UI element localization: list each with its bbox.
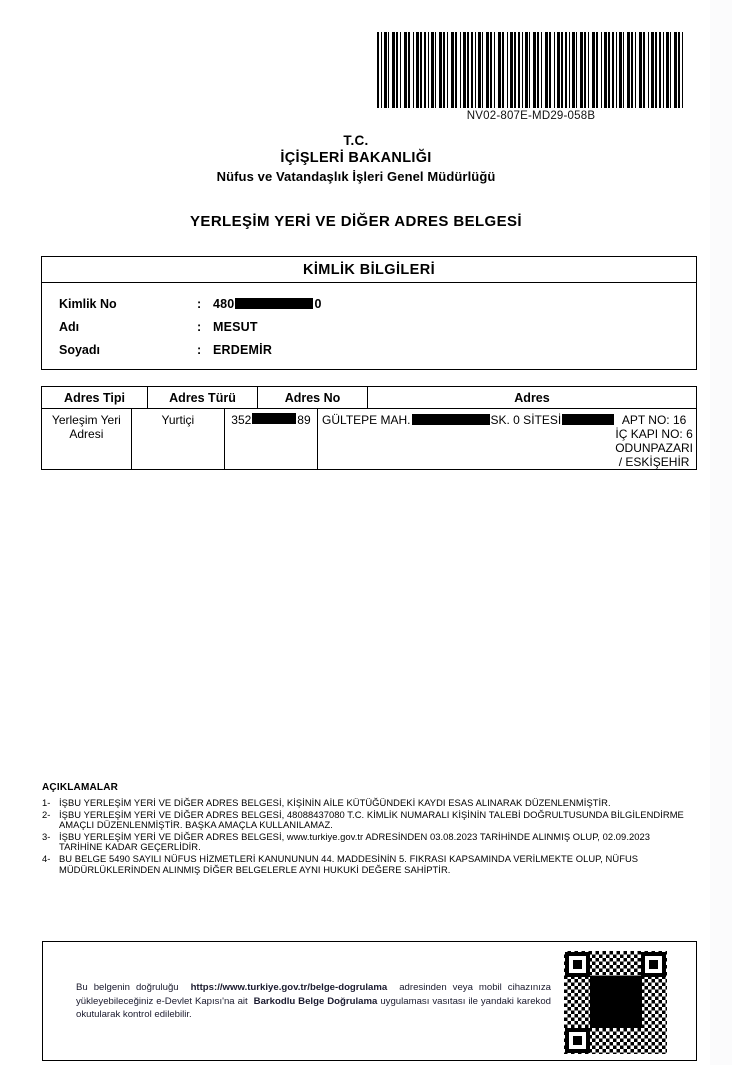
redaction-bar-adres-no: [252, 413, 296, 424]
address-line-1: [322, 413, 615, 427]
address-line-2: APT NO: 16 İÇ KAPI NO: 6 ODUNPAZARI / ESKİŞEHİR: [615, 413, 693, 469]
identity-separator: :: [197, 296, 202, 311]
redaction-bar-kimlik-no: [235, 298, 313, 309]
identity-label: Adı: [59, 319, 80, 334]
identity-value: MESUT: [213, 319, 258, 334]
verification-text: [76, 981, 551, 1022]
cell-adres: [318, 409, 696, 469]
qr-code[interactable]: [564, 951, 667, 1054]
note-text: BU BELGE 5490 SAYILI NÜFUS HİZMETLERİ KANUNUNUN 44. MADDESİNİN 5. FIKRASI KAPSAMINDA VERİLMEKTE OLUP, NÜFUS MÜDÜRLÜKLERİNDEN ALINMIŞ DİĞER BELGELERLE AYNI HUKUKİ DEĞERE SAHİPTİR.: [59, 852, 639, 875]
identity-rows: [42, 283, 696, 369]
redaction-bar-site: [562, 414, 614, 425]
adres-no-suffix: 89: [297, 413, 311, 427]
verification-app-name: Barkodlu Belge Doğrulama: [253, 995, 378, 1007]
cell-adres-tipi: Yerleşim Yeri Adresi: [42, 409, 132, 469]
adres-no-prefix: 352: [231, 413, 252, 427]
verification-text-part3: uygulaması vasıtası ile yandaki karekod okutularak kontrol edilebilir.: [76, 995, 552, 1020]
verification-text-part1: Bu belgenin doğruluğu: [76, 982, 179, 993]
verification-text-part2: adresinden veya mobil cihazınıza yükleyebileceğiniz e-Devlet Kapısı'na ait: [76, 982, 551, 1007]
identity-row-adi: [42, 315, 696, 338]
column-header-adres-tipi: Adres Tipi: [42, 387, 148, 408]
identity-table: [41, 256, 697, 370]
identity-label: Kimlik No: [59, 296, 117, 311]
identity-separator: :: [197, 342, 202, 357]
note-item: [42, 810, 690, 831]
barcode-area: [377, 32, 685, 122]
column-header-adres-no: Adres No: [258, 387, 368, 408]
note-number: 4-: [42, 852, 51, 864]
column-header-adres: Adres: [514, 390, 550, 405]
qr-finder-bottom-left: [565, 1028, 590, 1053]
identity-label: Soyadı: [59, 342, 100, 357]
address-sokak-suffix: SK. 0 SİTESİ: [490, 413, 562, 427]
note-text: İŞBU YERLEŞİM YERİ VE DİĞER ADRES BELGESİ, 48088437080 T.C. KİMLİK NUMARALI KİŞİNİN TALEBİ DOĞRULTUSUNDA BİLGİLENDİRME AMAÇLI DÜZENLENMİŞTİR. BAŞKA AMAÇLA KULLANILAMAZ.: [59, 808, 684, 831]
note-number: 2-: [42, 808, 51, 820]
address-table: [41, 386, 697, 470]
cell-adres-no: [225, 409, 318, 469]
notes-title: AÇIKLAMALAR: [42, 782, 119, 793]
qr-finder-top-right: [641, 952, 666, 977]
kimlik-no-prefix: 480: [213, 296, 235, 311]
page-edge-shadow: [710, 0, 732, 1065]
address-mahalle: GÜLTEPE MAH.: [322, 413, 411, 427]
note-text: İŞBU YERLEŞİM YERİ VE DİĞER ADRES BELGESİ, www.turkiye.gov.tr ADRESİNDEN 03.08.2023 TARİHİNDE ALINMIŞ OLUP, 02.09.2023 TARİHİNE KADAR GEÇERLİDİR.: [59, 830, 651, 853]
kimlik-no-suffix: 0: [314, 296, 322, 311]
header-line-tc: T.C.: [343, 133, 369, 148]
redaction-bar-sokak: [412, 414, 490, 425]
barcode-image: [377, 32, 685, 108]
note-item: [42, 854, 690, 875]
identity-value: [213, 297, 322, 311]
redaction-bar-qr-center: [590, 976, 642, 1028]
qr-finder-top-left: [565, 952, 590, 977]
address-table-header-row: [42, 387, 696, 409]
note-item: [42, 798, 690, 809]
note-item: [42, 832, 690, 853]
ministry-header: [0, 132, 712, 186]
verification-url[interactable]: https://www.turkiye.gov.tr/belge-dogrulama: [190, 982, 388, 993]
identity-separator: :: [197, 319, 202, 334]
barcode-id-text: NV02-807E-MD29-058B: [466, 110, 596, 122]
table-row: [42, 409, 696, 469]
column-header-adres-turu: Adres Türü: [148, 387, 258, 408]
identity-row-kimlik-no: [42, 292, 696, 315]
header-line-directorate: Nüfus ve Vatandaşlık İşleri Genel Müdürlüğü: [216, 169, 496, 184]
identity-row-soyadi: [42, 338, 696, 361]
page-title: YERLEŞİM YERİ VE DİĞER ADRES BELGESİ: [190, 213, 522, 230]
verification-box: [42, 941, 697, 1061]
note-text: İŞBU YERLEŞİM YERİ VE DİĞER ADRES BELGESİ, KİŞİNİN AİLE KÜTÜĞÜNDEKİ KAYDI ESAS ALINARAK DÜZENLENMİŞTİR.: [59, 797, 611, 808]
note-number: 1-: [42, 797, 51, 808]
identity-section-title: KİMLİK BİLGİLERİ: [42, 257, 696, 283]
notes-section: [42, 782, 690, 876]
header-line-ministry: İÇİŞLERİ BAKANLIĞI: [280, 150, 432, 166]
cell-adres-turu: Yurtiçi: [132, 409, 225, 469]
note-number: 3-: [42, 830, 51, 842]
identity-value: ERDEMİR: [213, 342, 273, 357]
